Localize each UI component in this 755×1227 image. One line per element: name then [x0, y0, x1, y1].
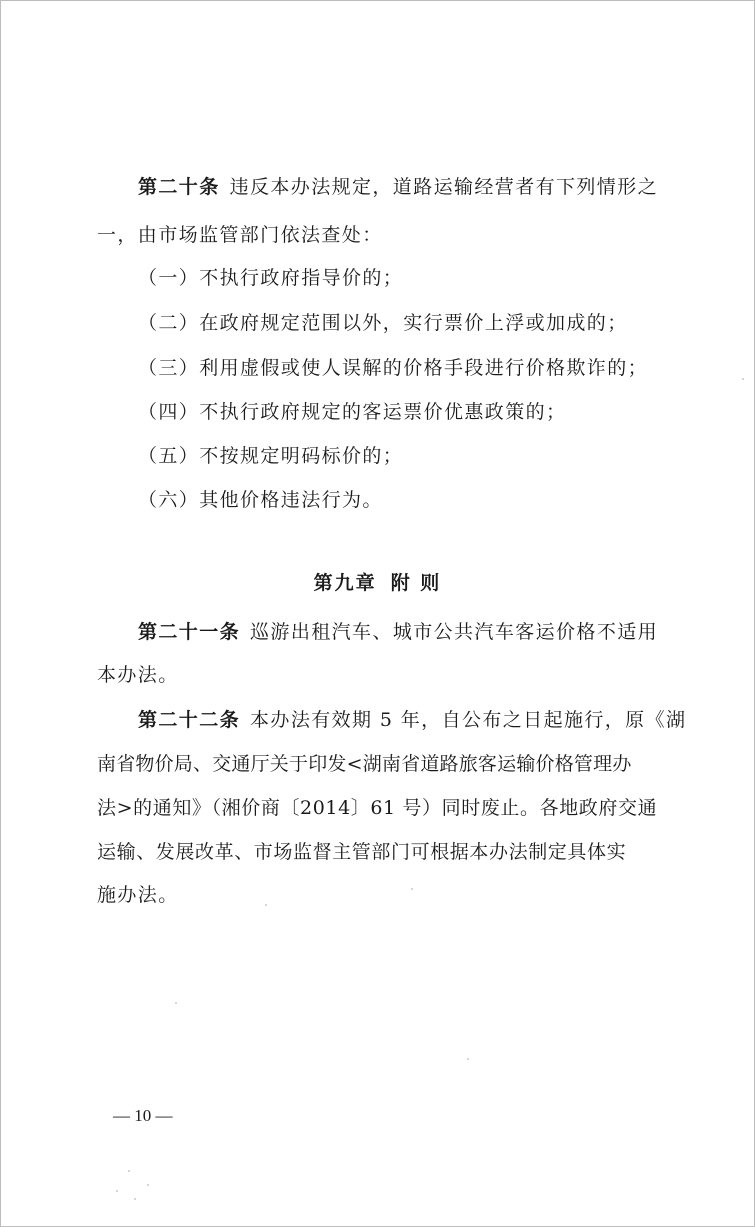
article-20-line-1	[138, 172, 658, 202]
article-20-item-3: （三）利用虚假或使人误解的价格手段进行价格欺诈的；	[138, 357, 649, 379]
article-21-line-1	[138, 617, 658, 647]
article-21-text-1: 巡游出租汽车、城市公共汽车客运价格不适用	[250, 621, 659, 643]
article-22-line-1	[138, 705, 686, 735]
scan-speck	[742, 378, 744, 380]
scan-speck	[147, 1184, 149, 1186]
page-number: — 10 —	[113, 1106, 173, 1125]
chapter-9-number: 第九章	[313, 572, 377, 594]
article-22-line-3: 法>的通知》（湘价商〔2014〕61 号）同时废止。各地政府交通	[97, 797, 658, 819]
article-20-title: 第二十条	[138, 176, 220, 198]
chapter-9-title: 附 则	[390, 572, 442, 594]
scan-speck	[175, 1002, 177, 1004]
article-21-line-2: 本办法。	[97, 664, 179, 686]
article-20-item-1: （一）不执行政府指导价的；	[138, 267, 404, 289]
article-20-line-2: 一，由市场监管部门依法查处：	[97, 224, 383, 246]
article-20-item-4: （四）不执行政府规定的客运票价优惠政策的；	[138, 401, 567, 423]
scan-speck	[134, 1198, 136, 1200]
scan-speck	[128, 1170, 130, 1172]
article-22-line-2: 南省物价局、交通厅关于印发<湖南省道路旅客运输价格管理办	[97, 753, 632, 775]
article-20-text-1: 违反本办法规定，道路运输经营者有下列情形之	[229, 176, 659, 198]
article-22-text-1: 本办法有效期 5 年，自公布之日起施行，原《湖	[250, 709, 687, 731]
article-20-item-5: （五）不按规定明码标价的；	[138, 445, 404, 467]
article-22-title: 第二十二条	[138, 709, 241, 731]
scan-speck	[467, 1058, 469, 1060]
scan-speck	[116, 1190, 118, 1192]
article-20-item-6: （六）其他价格违法行为。	[138, 489, 383, 511]
article-22-line-5: 施办法。	[97, 884, 179, 906]
chapter-9-heading	[0, 568, 755, 598]
article-21-title: 第二十一条	[138, 621, 241, 643]
scan-speck	[411, 888, 413, 890]
article-20-item-2: （二）在政府规定范围以外，实行票价上浮或加成的；	[138, 312, 628, 334]
scan-speck	[265, 904, 267, 906]
article-22-line-4: 运输、发展改革、市场监督主管部门可根据本办法制定具体实	[97, 841, 627, 863]
